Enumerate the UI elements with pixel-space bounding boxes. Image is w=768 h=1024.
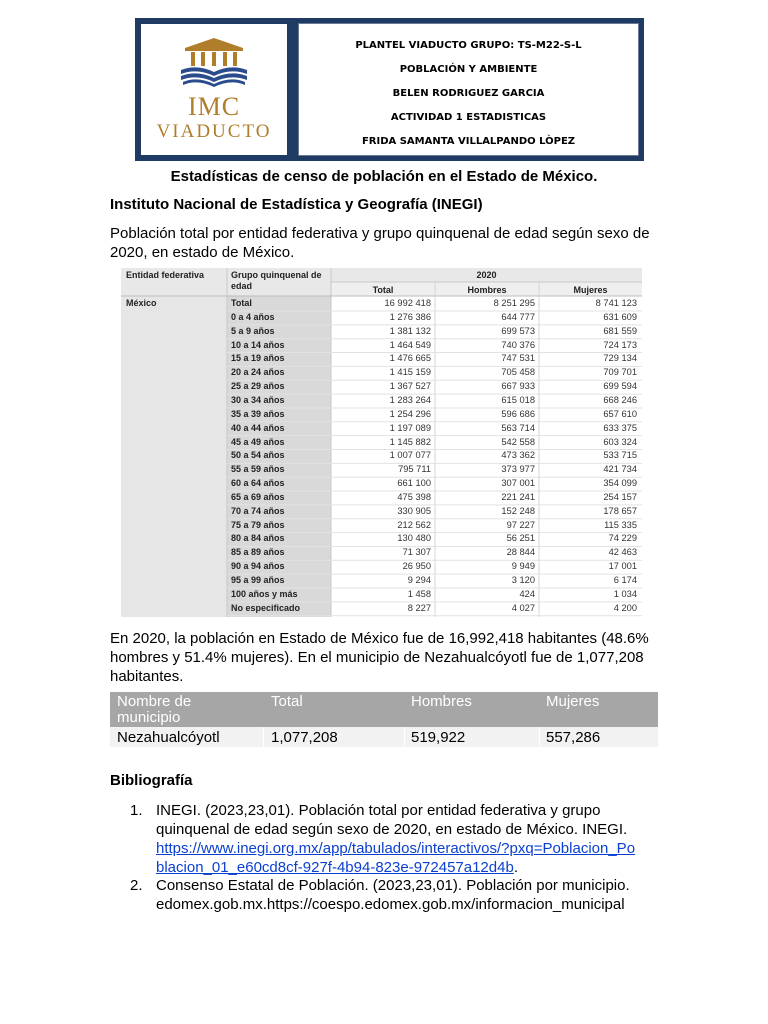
census-cell-mujeres: 17 001 bbox=[608, 561, 637, 572]
census-cell-mujeres: 657 610 bbox=[603, 408, 637, 419]
census-cell-mujeres: 533 715 bbox=[603, 450, 637, 461]
census-cell-mujeres: 354 099 bbox=[603, 478, 637, 489]
muni-cell-hombres: 519,922 bbox=[411, 729, 466, 746]
census-cell-hombres: 8 251 295 bbox=[493, 298, 535, 308]
muni-cell-mujeres: 557,286 bbox=[546, 729, 601, 746]
census-cell-total: 475 398 bbox=[397, 491, 431, 502]
section-heading-inegi: Instituto Nacional de Estadística y Geografía (INEGI) bbox=[110, 196, 483, 213]
muni-cell-nombre: Nezahualcóyotl bbox=[117, 729, 220, 746]
census-header-entidad: Entidad federativa bbox=[126, 270, 205, 280]
census-age-group: 70 a 74 años bbox=[231, 505, 285, 516]
census-cell-total: 1 276 386 bbox=[389, 311, 431, 322]
census-age-group: 10 a 14 años bbox=[231, 339, 285, 350]
census-age-group: 25 a 29 años bbox=[231, 381, 285, 392]
census-cell-total: 8 227 bbox=[407, 602, 431, 613]
census-cell-mujeres: 8 741 123 bbox=[595, 298, 637, 308]
logo-viaducto-text: VIADUCTO bbox=[156, 121, 272, 142]
logo-frame bbox=[135, 18, 293, 161]
census-cell-mujeres: 6 174 bbox=[613, 575, 637, 585]
census-cell-hombres: 699 573 bbox=[501, 325, 535, 336]
bibliography-link[interactable]: https://www.inegi.org.mx/app/tabulados/interactivos/?pxq=Poblacion_Po bbox=[156, 840, 636, 857]
teacher-line: BELEN RODRIGUEZ GARCIA bbox=[392, 88, 545, 99]
bibliography-text bbox=[156, 801, 656, 877]
census-cell-total: 16 992 418 bbox=[384, 298, 431, 308]
student-line: FRIDA SAMANTA VILLALPANDO LÒPEZ bbox=[361, 136, 576, 147]
census-cell-mujeres: 115 335 bbox=[604, 519, 637, 530]
census-age-group: 5 a 9 años bbox=[231, 325, 275, 336]
census-cell-total: 9 294 bbox=[407, 575, 431, 585]
summary-paragraph: En 2020, la población en Estado de México fue de 16,992,418 habitantes (48.6% hombres y 51.4% mujeres). En el municipio de Nezahualcóyotl fue de 1,077,208 habitantes. bbox=[110, 630, 649, 685]
bibliography-link[interactable]: blacion_01_e60cd8cf-927f-4b94-823e-972457a12d4b bbox=[156, 859, 514, 876]
census-cell-mujeres: 4 200 bbox=[613, 602, 637, 613]
census-age-group: 100 años y más bbox=[231, 588, 298, 599]
imc-logo bbox=[141, 24, 287, 155]
census-age-group: 80 a 84 años bbox=[231, 533, 285, 544]
census-age-group: 30 a 34 años bbox=[231, 394, 285, 405]
census-cell-total: 795 711 bbox=[398, 464, 431, 475]
census-cell-total: 26 950 bbox=[402, 561, 431, 572]
census-cell-total: 1 464 549 bbox=[389, 339, 431, 350]
census-age-group: No especificado bbox=[231, 602, 301, 613]
census-cell-hombres: 56 251 bbox=[506, 533, 535, 544]
census-age-group: 55 a 59 años bbox=[231, 464, 285, 475]
census-cell-total: 1 145 882 bbox=[389, 436, 431, 447]
census-cell-total: 1 381 132 bbox=[389, 325, 431, 336]
census-cell-hombres: 152 248 bbox=[501, 505, 535, 516]
census-cell-mujeres: 178 657 bbox=[603, 505, 637, 516]
census-age-group: 0 a 4 años bbox=[231, 311, 275, 322]
census-cell-hombres: 705 458 bbox=[501, 367, 535, 378]
info-frame bbox=[293, 18, 644, 161]
census-cell-hombres: 542 558 bbox=[501, 436, 535, 447]
census-header-hombres: Hombres bbox=[467, 285, 507, 295]
census-cell-hombres: 424 bbox=[519, 588, 535, 599]
census-cell-total: 1 007 077 bbox=[389, 450, 431, 461]
page-title: Estadísticas de censo de población en el Estado de México. bbox=[170, 168, 598, 185]
census-header-total: Total bbox=[372, 285, 394, 295]
census-age-group: Total bbox=[231, 298, 252, 308]
census-cell-mujeres: 681 559 bbox=[603, 325, 637, 336]
census-cell-mujeres: 668 246 bbox=[603, 394, 637, 405]
muni-header-hombres: Hombres bbox=[411, 693, 472, 710]
census-cell-hombres: 747 531 bbox=[501, 353, 535, 364]
census-cell-mujeres: 1 034 bbox=[613, 588, 637, 599]
census-cell-hombres: 473 362 bbox=[501, 450, 535, 461]
census-cell-total: 1 476 665 bbox=[389, 353, 431, 364]
bibliography-heading: Bibliografía bbox=[110, 772, 193, 789]
census-cell-mujeres: 699 594 bbox=[603, 381, 637, 392]
census-cell-mujeres: 633 375 bbox=[603, 422, 637, 433]
bibliography-period: . bbox=[513, 859, 518, 876]
census-cell-mujeres: 74 229 bbox=[608, 533, 637, 544]
census-cell-hombres: 563 714 bbox=[501, 422, 535, 433]
census-cell-hombres: 3 120 bbox=[511, 575, 535, 585]
census-entidad-mexico: México bbox=[126, 298, 157, 308]
census-cell-total: 1 367 527 bbox=[389, 381, 431, 392]
census-cell-mujeres: 603 324 bbox=[603, 436, 637, 447]
activity-line: ACTIVIDAD 1 ESTADISTICAS bbox=[390, 112, 547, 123]
census-header-year: 2020 bbox=[476, 270, 497, 280]
document-header bbox=[135, 18, 644, 161]
census-cell-total: 1 197 089 bbox=[389, 422, 431, 433]
census-cell-mujeres: 254 157 bbox=[603, 491, 637, 502]
census-cell-hombres: 307 001 bbox=[501, 478, 535, 489]
census-header-mujeres: Mujeres bbox=[573, 285, 608, 295]
census-age-group: 60 a 64 años bbox=[231, 478, 285, 489]
census-cell-hombres: 667 933 bbox=[501, 381, 535, 392]
bibliography-number: 2. bbox=[130, 877, 143, 894]
muni-header-total: Total bbox=[271, 693, 303, 710]
muni-divider bbox=[263, 727, 264, 747]
census-age-group: 90 a 94 años bbox=[231, 561, 285, 572]
census-cell-total: 1 254 296 bbox=[389, 408, 431, 419]
census-cell-hombres: 97 227 bbox=[506, 519, 535, 530]
census-age-group: 65 a 69 años bbox=[231, 491, 285, 502]
logo-imc-text: IMC bbox=[187, 92, 241, 121]
census-cell-mujeres: 729 134 bbox=[603, 353, 637, 364]
census-cell-total: 212 562 bbox=[397, 519, 431, 530]
census-cell-total: 71 307 bbox=[402, 547, 431, 558]
bibliography-citation: INEGI. (2023,23,01). Población total por entidad federativa y grupo quinquenal de edad según sexo de 2020, en estado de México. INEGI. bbox=[156, 802, 628, 838]
census-cell-hombres: 28 844 bbox=[506, 547, 535, 558]
census-age-group: 40 a 44 años bbox=[231, 422, 285, 433]
census-cell-hombres: 596 686 bbox=[501, 408, 535, 419]
census-cell-hombres: 615 018 bbox=[501, 394, 535, 405]
census-table bbox=[121, 268, 642, 617]
census-age-group: 15 a 19 años bbox=[231, 353, 285, 364]
census-age-group: 45 a 49 años bbox=[231, 436, 285, 447]
subject-line: POBLACIÓN Y AMBIENTE bbox=[399, 64, 538, 75]
census-cell-total: 661 100 bbox=[397, 478, 431, 489]
census-age-group: 85 a 89 años bbox=[231, 547, 285, 558]
census-cell-mujeres: 42 463 bbox=[608, 547, 637, 558]
census-cell-total: 330 905 bbox=[397, 505, 431, 516]
census-age-group: 75 a 79 años bbox=[231, 519, 285, 530]
muni-cell-total: 1,077,208 bbox=[271, 729, 338, 746]
bibliography-number: 1. bbox=[130, 802, 143, 819]
muni-header-nombre: Nombre de municipio bbox=[117, 693, 192, 726]
census-cell-hombres: 644 777 bbox=[501, 311, 535, 322]
census-age-group: 20 a 24 años bbox=[231, 367, 285, 378]
census-cell-hombres: 9 949 bbox=[511, 561, 535, 572]
census-cell-total: 1 458 bbox=[407, 588, 431, 599]
info-panel bbox=[298, 23, 639, 156]
census-cell-mujeres: 709 701 bbox=[603, 367, 637, 378]
census-age-group: 50 a 54 años bbox=[231, 450, 285, 461]
census-cell-mujeres: 631 609 bbox=[603, 311, 637, 322]
school-group-line: PLANTEL VIADUCTO GRUPO: TS-M22-S-L bbox=[355, 40, 582, 51]
muni-divider bbox=[404, 727, 405, 747]
muni-header-mujeres: Mujeres bbox=[546, 693, 600, 710]
census-cell-hombres: 373 977 bbox=[501, 464, 535, 475]
census-cell-mujeres: 421 734 bbox=[603, 464, 637, 475]
intro-paragraph: Población total por entidad federativa y grupo quinquenal de edad según sexo de 2020, en estado de México. bbox=[110, 225, 650, 261]
muni-divider bbox=[539, 727, 540, 747]
census-cell-mujeres: 724 173 bbox=[603, 339, 637, 350]
census-age-group: 95 a 99 años bbox=[231, 575, 285, 585]
census-cell-hombres: 4 027 bbox=[511, 602, 535, 613]
bibliography-text: Consenso Estatal de Población. (2023,23,01). Población por municipio. edomex.gob.mx.https://coespo.edomex.gob.mx/informacion_municipal bbox=[156, 877, 630, 913]
census-cell-total: 1 415 159 bbox=[389, 367, 431, 378]
census-header-grupo: Grupo quinquenal de edad bbox=[231, 270, 322, 291]
building-book-icon bbox=[179, 36, 249, 92]
census-age-group: 35 a 39 años bbox=[231, 408, 285, 419]
census-cell-total: 1 283 264 bbox=[389, 394, 431, 405]
census-cell-hombres: 740 376 bbox=[501, 339, 535, 350]
census-cell-hombres: 221 241 bbox=[501, 491, 535, 502]
census-cell-total: 130 480 bbox=[397, 533, 431, 544]
